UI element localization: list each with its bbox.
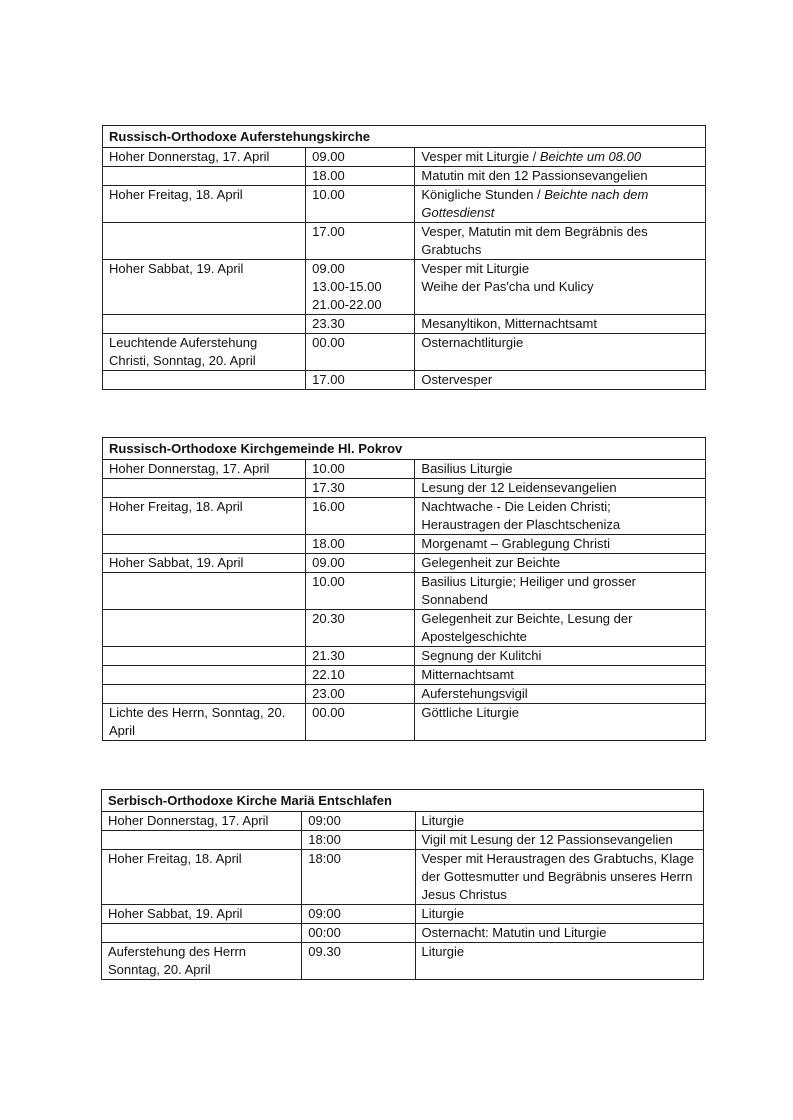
time-cell: 18:00 xyxy=(302,850,415,905)
service-text: Liturgie xyxy=(421,813,465,828)
table-row xyxy=(102,831,704,850)
time-cell: 21.30 xyxy=(306,647,415,666)
time-cell: 09.30 xyxy=(302,943,415,980)
service-cell xyxy=(415,647,706,666)
table-row xyxy=(102,850,704,905)
table-row xyxy=(103,167,706,186)
time-cell: 00.00 xyxy=(306,334,415,371)
table-title-row xyxy=(103,438,706,460)
table-row xyxy=(103,704,706,741)
time-cell: 22.10 xyxy=(306,666,415,685)
table-row xyxy=(103,666,706,685)
service-text: Nachtwache - Die Leiden Christi; Heraustragen der Plaschtscheniza xyxy=(421,499,621,532)
service-text: Liturgie xyxy=(421,906,465,921)
table-row xyxy=(103,260,706,315)
time-cell: 16.00 xyxy=(306,498,415,535)
service-cell xyxy=(415,850,704,905)
day-cell: Hoher Donnerstag, 17. April xyxy=(102,812,302,831)
service-text: Vesper mit Liturgie / xyxy=(421,149,540,164)
time-cell: 18.00 xyxy=(306,167,415,186)
day-cell xyxy=(103,167,306,186)
table-row xyxy=(103,334,706,371)
service-cell xyxy=(415,460,706,479)
service-text: Gelegenheit zur Beichte xyxy=(421,555,561,570)
service-cell xyxy=(415,167,706,186)
table-row xyxy=(103,647,706,666)
table-row xyxy=(103,479,706,498)
time-cell: 10.00 xyxy=(306,186,415,223)
day-cell xyxy=(103,610,306,647)
service-cell xyxy=(415,685,706,704)
day-cell: Hoher Sabbat, 19. April xyxy=(102,905,302,924)
service-cell xyxy=(415,943,704,980)
service-cell xyxy=(415,223,706,260)
time-cell: 09:00 xyxy=(302,905,415,924)
service-cell xyxy=(415,186,706,223)
service-text: Osternachtliturgie xyxy=(421,335,524,350)
service-cell xyxy=(415,260,706,315)
table-row xyxy=(103,554,706,573)
time-cell: 17.00 xyxy=(306,223,415,260)
table-title-row xyxy=(102,790,704,812)
service-cell xyxy=(415,535,706,554)
service-text: Segnung der Kulitchi xyxy=(421,648,542,663)
table-row xyxy=(102,812,704,831)
service-cell xyxy=(415,554,706,573)
time-cell: 09:00 xyxy=(302,812,415,831)
service-cell xyxy=(415,498,706,535)
table-row xyxy=(102,943,704,980)
service-text: Liturgie xyxy=(421,944,465,959)
day-cell: Hoher Freitag, 18. April xyxy=(102,850,302,905)
day-cell: Auferstehung des Herrn Sonntag, 20. April xyxy=(102,943,302,980)
service-cell xyxy=(415,704,706,741)
service-text: Vesper, Matutin mit dem Begräbnis des Grabtuchs xyxy=(421,224,648,257)
table-row xyxy=(103,460,706,479)
day-cell: Hoher Sabbat, 19. April xyxy=(103,260,306,315)
time-cell: 17.00 xyxy=(306,371,415,390)
table-row xyxy=(103,186,706,223)
day-cell xyxy=(103,535,306,554)
day-cell: Hoher Donnerstag, 17. April xyxy=(103,148,306,167)
service-note: Beichte nach dem Gottesdienst xyxy=(421,187,649,220)
service-text: Göttliche Liturgie xyxy=(421,705,519,720)
table-row xyxy=(103,610,706,647)
time-cell: 23.00 xyxy=(306,685,415,704)
church-title: Serbisch-Orthodoxe Kirche Mariä Entschlafen xyxy=(102,790,704,812)
table-row xyxy=(103,371,706,390)
time-cell: 10.00 xyxy=(306,460,415,479)
schedule-table-serbisch xyxy=(101,789,704,980)
time-cell: 00:00 xyxy=(302,924,415,943)
day-cell xyxy=(103,573,306,610)
service-text: Ostervesper xyxy=(421,372,493,387)
service-note: Beichte um 08.00 xyxy=(539,149,642,164)
service-text: Basilius Liturgie; Heiliger und grosser Sonnabend xyxy=(421,574,637,607)
day-cell: Hoher Freitag, 18. April xyxy=(103,498,306,535)
service-cell xyxy=(415,315,706,334)
service-text: Königliche Stunden / xyxy=(421,187,545,202)
table-row xyxy=(103,535,706,554)
service-cell xyxy=(415,334,706,371)
service-text: Vesper mit Liturgie Weihe der Pas'cha und Kulicy xyxy=(421,261,594,294)
day-cell: Hoher Sabbat, 19. April xyxy=(103,554,306,573)
table-row xyxy=(103,223,706,260)
table-row xyxy=(103,573,706,610)
time-cell: 09.00 13.00-15.00 21.00-22.00 xyxy=(306,260,415,315)
day-cell: Hoher Donnerstag, 17. April xyxy=(103,460,306,479)
service-text: Mitternachtsamt xyxy=(421,667,514,682)
service-text: Basilius Liturgie xyxy=(421,461,513,476)
day-cell xyxy=(103,371,306,390)
day-cell xyxy=(102,831,302,850)
table-row xyxy=(103,685,706,704)
day-cell xyxy=(103,647,306,666)
service-cell xyxy=(415,924,704,943)
service-text: Vesper mit Heraustragen des Grabtuchs, Klage der Gottesmutter und Begräbnis unseres Herrn Jesus Christus xyxy=(421,851,694,902)
table-row xyxy=(103,315,706,334)
day-cell xyxy=(103,666,306,685)
table-title-row xyxy=(103,126,706,148)
table-row xyxy=(103,148,706,167)
schedule-table-auferstehungskirche xyxy=(102,125,706,390)
service-text: Vigil mit Lesung der 12 Passionsevangelien xyxy=(421,832,673,847)
service-cell xyxy=(415,831,704,850)
service-text: Osternacht: Matutin und Liturgie xyxy=(421,925,607,940)
service-text: Auferstehungsvigil xyxy=(421,686,528,701)
service-cell xyxy=(415,479,706,498)
table-row xyxy=(103,498,706,535)
table-row xyxy=(102,924,704,943)
time-cell: 10.00 xyxy=(306,573,415,610)
day-cell xyxy=(103,315,306,334)
service-text: Gelegenheit zur Beichte, Lesung der Apostelgeschichte xyxy=(421,611,633,644)
day-cell: Leuchtende Auferstehung Christi, Sonntag, 20. April xyxy=(103,334,306,371)
service-cell xyxy=(415,573,706,610)
day-cell xyxy=(103,479,306,498)
day-cell: Lichte des Herrn, Sonntag, 20. April xyxy=(103,704,306,741)
service-cell xyxy=(415,905,704,924)
schedule-table-pokrov xyxy=(102,437,706,741)
church-title: Russisch-Orthodoxe Kirchgemeinde Hl. Pokrov xyxy=(103,438,706,460)
time-cell: 18:00 xyxy=(302,831,415,850)
service-cell xyxy=(415,371,706,390)
service-text: Morgenamt – Grablegung Christi xyxy=(421,536,610,551)
time-cell: 17.30 xyxy=(306,479,415,498)
service-cell xyxy=(415,812,704,831)
service-cell xyxy=(415,148,706,167)
table-row xyxy=(102,905,704,924)
time-cell: 09.00 xyxy=(306,148,415,167)
service-text: Lesung der 12 Leidensevangelien xyxy=(421,480,617,495)
service-text: Mesanyltikon, Mitternachtsamt xyxy=(421,316,597,331)
day-cell xyxy=(103,223,306,260)
time-cell: 00.00 xyxy=(306,704,415,741)
church-title: Russisch-Orthodoxe Auferstehungskirche xyxy=(103,126,706,148)
time-cell: 23.30 xyxy=(306,315,415,334)
day-cell xyxy=(102,924,302,943)
time-cell: 20.30 xyxy=(306,610,415,647)
service-cell xyxy=(415,610,706,647)
day-cell: Hoher Freitag, 18. April xyxy=(103,186,306,223)
time-cell: 09.00 xyxy=(306,554,415,573)
service-text: Matutin mit den 12 Passionsevangelien xyxy=(421,168,648,183)
day-cell xyxy=(103,685,306,704)
service-cell xyxy=(415,666,706,685)
time-cell: 18.00 xyxy=(306,535,415,554)
